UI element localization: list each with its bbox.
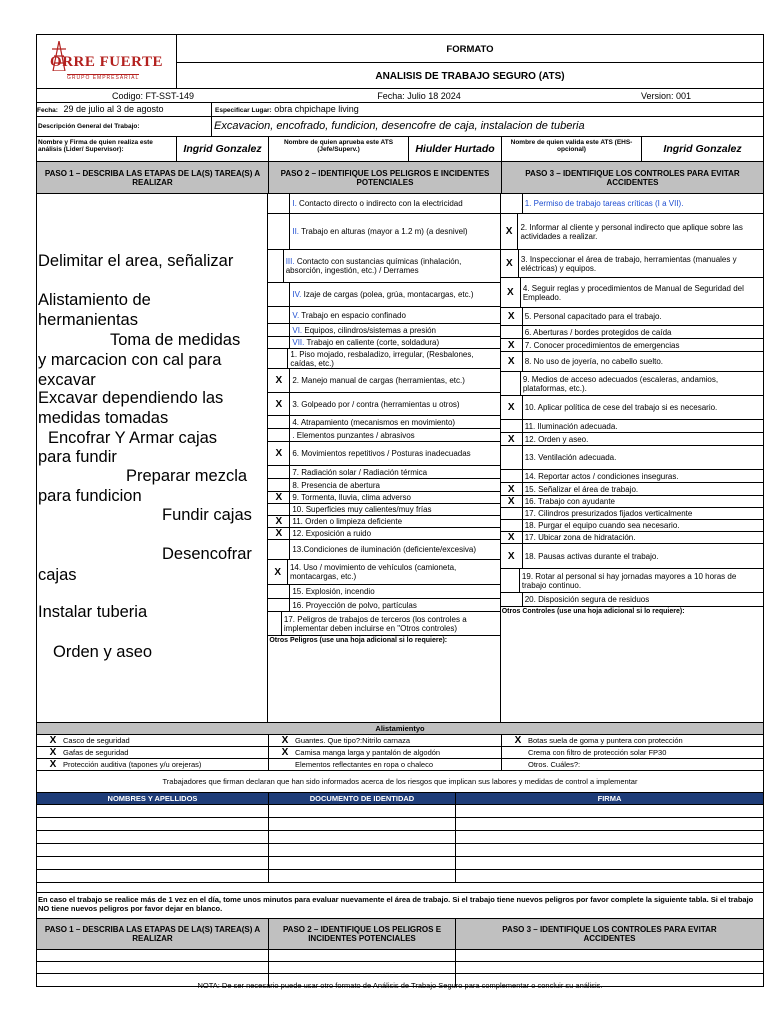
control-label: 20. Disposición segura de residuos	[524, 595, 650, 604]
hazard-text	[290, 468, 429, 477]
ppe-item	[502, 735, 763, 746]
alistamiento-title: Alistamientyo	[37, 723, 763, 735]
hazard-number: VII.	[292, 338, 305, 347]
task-item: Preparar mezcla	[126, 467, 248, 485]
control-label: 17. Ubicar zona de hidratación.	[524, 533, 636, 542]
hazard-text	[290, 481, 382, 490]
hazard-checkbox[interactable]: X	[268, 393, 290, 415]
signature-cell[interactable]	[37, 857, 269, 869]
control-item	[501, 470, 763, 483]
hazard-item	[268, 504, 499, 516]
hazard-item	[268, 393, 499, 416]
control-checkbox[interactable]: X	[501, 308, 523, 325]
task-list	[37, 194, 268, 722]
ppe-item	[37, 759, 269, 770]
form-header	[37, 35, 763, 89]
control-item	[501, 278, 763, 308]
hazard-text	[290, 505, 433, 514]
hazard-text	[290, 199, 464, 208]
hazard-text	[290, 326, 438, 335]
ppe-checkbox[interactable]: X	[281, 735, 289, 746]
alistamiento-row	[37, 735, 763, 747]
task-item: Toma de medidas	[110, 331, 241, 349]
task-item: Desencofrar	[162, 545, 252, 563]
hazard-text	[290, 311, 408, 320]
control-label: 17. Cilindros presurizados fijados verticalmente	[524, 509, 693, 518]
hazard-label: 2. Manejo manual de cargas (herramientas, etc.)	[292, 376, 465, 385]
control-label: 18. Purgar el equipo cuando sea necesario.	[524, 521, 680, 530]
hazard-text	[288, 563, 500, 581]
control-item	[501, 593, 763, 607]
control-checkbox[interactable]: X	[501, 544, 523, 568]
approver-value[interactable]: Hiulder Hurtado	[409, 137, 502, 161]
hazard-label: 9. Tormenta, lluvia, clima adverso	[292, 493, 411, 502]
signature-cell[interactable]	[269, 870, 456, 882]
ppe-item	[37, 747, 269, 758]
other-hazards-label: Otros Peligros (use una hoja adicional si lo requiere):	[269, 637, 448, 644]
responsibles-row	[37, 137, 763, 162]
spacer	[37, 883, 763, 893]
hazard-checkbox[interactable]	[268, 214, 290, 249]
hazard-text	[288, 350, 499, 368]
control-item	[501, 372, 763, 396]
hazard-checkbox[interactable]: X	[268, 528, 290, 539]
control-item	[501, 352, 763, 372]
hazard-label: Contacto con sustancias químicas (inhalación, absorción, ingestión, etc.) / Derrames	[285, 257, 462, 275]
hazard-checkbox[interactable]	[268, 504, 290, 515]
hazard-checkbox[interactable]	[268, 585, 290, 598]
hazard-label: 17. Peligros de trabajos de terceros (los controles a implementar deben incluirse en "Otros controles)	[283, 614, 467, 633]
signature-row[interactable]	[37, 831, 763, 844]
hazard-item	[268, 442, 499, 466]
hazard-item	[268, 429, 499, 442]
hazard-item	[268, 585, 499, 599]
ats-form	[36, 34, 764, 987]
control-item	[501, 508, 763, 520]
hazard-checkbox[interactable]	[268, 250, 283, 282]
control-item	[501, 433, 763, 446]
hazard-checkbox[interactable]	[268, 466, 290, 478]
doc-code: Codigo: FT-SST-149	[111, 91, 195, 101]
hazard-text	[290, 431, 416, 440]
control-checkbox[interactable]	[501, 420, 523, 432]
code-row	[37, 89, 763, 103]
hazard-item	[268, 612, 499, 636]
hazard-item	[268, 337, 499, 349]
hazard-text	[290, 493, 413, 502]
step2-header: PASO 2 – IDENTIFIQUE LOS PELIGROS E INCIDENTES POTENCIALES	[269, 162, 502, 193]
control-label: 19. Rotar al personal si hay jornadas mayores a 10 horas de trabajo continuo.	[521, 571, 737, 590]
signature-cell[interactable]	[456, 844, 763, 856]
hazard-label: 10. Superficies muy calientes/muy frías	[292, 505, 432, 514]
hazard-item	[268, 307, 499, 324]
ppe-label: Guantes. Que tipo?:Nitrilo carnaza	[295, 736, 411, 745]
hazard-item	[268, 416, 499, 429]
hazard-checkbox[interactable]	[268, 416, 290, 428]
hazard-checkbox[interactable]	[268, 283, 290, 306]
step1-header: PASO 1 – DESCRIBA LAS ETAPAS DE LA(S) TAREA(S) A REALIZAR	[37, 162, 269, 193]
signature-cell[interactable]	[456, 805, 763, 817]
hazard-item	[268, 516, 499, 528]
signature-cell[interactable]	[269, 831, 456, 843]
control-label: 8. No uso de joyería, no cabello suelto.	[524, 357, 664, 366]
hazard-text	[290, 290, 475, 299]
hazard-label: 13.Condiciones de iluminación (deficiente/excesiva)	[292, 545, 477, 554]
control-item	[501, 569, 763, 593]
signature-row[interactable]	[37, 870, 763, 883]
steps-body	[37, 194, 763, 723]
hazard-item	[268, 479, 499, 492]
date-place-row	[37, 103, 763, 117]
hazard-checkbox[interactable]	[268, 599, 290, 611]
hazard-label: 8. Presencia de abertura	[292, 480, 380, 490]
hazard-label: 15. Explosión, incendio	[292, 587, 375, 596]
hazard-checkbox[interactable]	[268, 324, 290, 336]
doc-title: ANALISIS DE TRABAJO SEGURO (ATS)	[177, 62, 763, 88]
signature-cell[interactable]	[37, 831, 269, 843]
hazard-label: . Elementos punzantes / abrasivos	[292, 430, 415, 440]
hazard-text	[290, 338, 441, 347]
step3-header: PASO 3 – IDENTIFIQUE LOS CONTROLES PARA EVITAR ACCIDENTES	[525, 168, 740, 187]
signature-cell[interactable]	[269, 805, 456, 817]
hazard-checkbox[interactable]	[268, 612, 282, 635]
hazard-number: I.	[292, 199, 297, 208]
control-label: 11. Iluminación adecuada.	[524, 421, 618, 431]
task-item: y marcacion con cal para excavar	[38, 351, 222, 389]
repeat-row[interactable]	[37, 950, 763, 962]
hazard-label: Trabajo en alturas (mayor a 1.2 m) (a desnivel)	[301, 227, 468, 236]
hazard-item	[268, 599, 499, 612]
steps-header-2	[37, 919, 763, 950]
ppe-label: Crema con filtro de protección solar FP30	[528, 748, 667, 757]
leader-value[interactable]: Ingrid Gonzalez	[177, 137, 269, 161]
control-checkbox[interactable]: X	[501, 339, 523, 351]
control-label: 9. Medios de acceso adecuados (escaleras, andamios, plataformas, etc.).	[522, 374, 719, 393]
ppe-label: Gafas de seguridad	[63, 748, 129, 757]
sign-col-signature: FIRMA	[597, 794, 622, 803]
hazard-item	[268, 369, 499, 393]
control-label: 14. Reportar actos / condiciones inseguras.	[524, 471, 679, 481]
hazard-label: 14. Uso / movimiento de vehículos (camioneta, montacargas, etc.)	[289, 563, 457, 581]
hazard-label: Contacto directo o indirecto con la electricidad	[299, 199, 463, 208]
step3-header-2: PASO 3 – IDENTIFIQUE LOS CONTROLES PARA EVITAR ACCIDENTES	[502, 925, 717, 943]
ppe-label: Protección auditiva (tapones y/u orejeras)	[63, 760, 202, 769]
leader-label: Nombre y Firma de quien realiza este análisis (Lider/ Supervisor):	[37, 137, 177, 161]
control-checkbox[interactable]: X	[501, 483, 523, 495]
sign-col-name: NOMBRES Y APELLIDOS	[37, 793, 269, 804]
ppe-checkbox[interactable]: X	[49, 735, 57, 746]
ppe-checkbox[interactable]: X	[281, 747, 289, 758]
step1-header-2: PASO 1 – DESCRIBA LAS ETAPAS DE LA(S) TAREA(S) A REALIZAR	[37, 919, 269, 949]
control-item	[501, 214, 763, 250]
approver-label: Nombre de quien aprueba este ATS (Jefe/Superv.)	[269, 137, 409, 161]
hazard-number: III.	[285, 257, 295, 266]
control-item	[501, 420, 763, 433]
hazard-text	[290, 529, 373, 538]
repeat-note: En caso el trabajo se realice más de 1 vez en el día, tome unos minutos para evaluar nuevamente el área de trabajo. Si el trabajo tiene nuevos peligros por favor complete la siguiente tabla. Si el trabajo NO tiene nuevos peligros por favor dejar en blanco.	[37, 893, 763, 919]
repeat-row[interactable]	[37, 962, 763, 974]
alistamiento-row	[37, 747, 763, 759]
hazard-checkbox[interactable]	[268, 307, 290, 323]
ppe-item	[37, 735, 269, 746]
signature-cell[interactable]	[37, 870, 269, 882]
task-item: para fundir	[38, 448, 117, 466]
hazard-checkbox[interactable]	[268, 429, 290, 441]
hazard-label: 1. Piso mojado, resbaladizo, irregular, (Resbalones, caídas, etc.)	[290, 349, 474, 368]
control-label: 2. Informar al cliente y personal indirecto que aplique sobre las actividades a realizar.	[520, 222, 743, 241]
control-checkbox[interactable]: X	[501, 214, 519, 249]
hazard-text	[284, 257, 500, 275]
control-checkbox[interactable]	[501, 593, 523, 606]
hazard-text	[282, 615, 500, 633]
control-label: 7. Conocer procedimientos de emergencias	[524, 340, 680, 350]
footer-note: NOTA: De ser necesario puede usar otro formato de Análisis de Trabajo Seguro para complementar o concluir su análisis.	[197, 981, 603, 990]
control-checkbox[interactable]	[501, 446, 523, 469]
control-checkbox[interactable]: X	[501, 433, 523, 445]
hazard-label: 12. Exposición a ruido	[292, 529, 372, 538]
hazard-item	[268, 283, 499, 307]
hazard-text	[290, 400, 461, 409]
signature-cell[interactable]	[269, 844, 456, 856]
control-checkbox[interactable]: X	[501, 396, 523, 419]
control-label: 16. Trabajo con ayudante	[524, 497, 616, 506]
signature-cell[interactable]	[456, 870, 763, 882]
hazard-label: Equipos, cilindros/sistemas a presión	[304, 325, 436, 335]
hazard-item	[268, 250, 499, 283]
ppe-item	[269, 759, 502, 770]
signature-cell[interactable]	[37, 818, 269, 830]
control-checkbox[interactable]: X	[501, 532, 523, 543]
validator-label: Nombre de quien valida este ATS (EHS-opcional)	[502, 137, 642, 161]
hazard-checkbox[interactable]: X	[268, 369, 290, 392]
sign-table-header	[37, 793, 763, 805]
task-item: Alistamiento de hermanientas	[38, 291, 151, 329]
doc-type: FORMATO	[446, 44, 494, 55]
hazard-item	[268, 349, 499, 369]
control-label: 1. Permiso de trabajo tareas críticas (I a VII).	[524, 199, 684, 208]
signature-row[interactable]	[37, 805, 763, 818]
signature-cell[interactable]	[37, 805, 269, 817]
hazard-checkbox[interactable]	[268, 337, 290, 348]
ppe-label: Otros. Cuáles?:	[528, 760, 581, 769]
control-checkbox[interactable]	[501, 569, 520, 592]
hazard-number: V.	[292, 310, 300, 320]
signature-row[interactable]	[37, 857, 763, 870]
doc-version: Version: 001	[640, 91, 692, 101]
ppe-label: Elementos reflectantes en ropa o chaleco	[295, 760, 433, 769]
control-label: 6. Aberturas / bordes protegidos de caída	[524, 327, 672, 337]
control-checkbox[interactable]	[501, 508, 523, 519]
ppe-checkbox[interactable]: X	[514, 735, 522, 746]
ppe-item	[502, 759, 763, 770]
sign-rows	[37, 805, 763, 883]
ppe-checkbox[interactable]: X	[49, 759, 57, 770]
task-item: Fundir cajas	[162, 506, 252, 524]
control-checkbox[interactable]	[501, 372, 521, 395]
hazard-text	[290, 601, 419, 610]
hazard-text	[290, 418, 457, 427]
control-item	[501, 194, 763, 214]
hazard-checkbox[interactable]: X	[268, 516, 290, 527]
hazard-item	[268, 466, 499, 479]
task-item: cajas	[38, 566, 77, 584]
place-label: Especificar Lugar:	[215, 107, 272, 114]
control-label: 4. Seguir reglas y procedimientos de Manual de Seguridad del Empleado.	[522, 283, 744, 302]
hazard-number: VI.	[292, 325, 303, 335]
control-item	[501, 446, 763, 470]
ppe-item	[269, 735, 502, 746]
steps-header	[37, 162, 763, 194]
control-checkbox[interactable]: X	[501, 278, 521, 307]
hazard-text	[290, 449, 472, 458]
hazard-text	[290, 376, 467, 385]
hazard-checkbox[interactable]	[268, 540, 290, 559]
control-label: 13. Ventilación adecuada.	[524, 453, 617, 462]
hazard-label: Trabajo en caliente (corte, soldadura)	[306, 338, 440, 347]
description-value[interactable]: Excavacion, encofrado, fundicion, desencofre de caja, instalacion de tuberia	[214, 120, 585, 132]
task-item: Orden y aseo	[53, 643, 153, 661]
control-label: 18. Pausas activas durante el trabajo.	[524, 551, 659, 561]
ppe-checkbox[interactable]: X	[49, 747, 57, 758]
control-item	[501, 326, 763, 339]
step2-header-2: PASO 2 – IDENTIFIQUE LOS PELIGROS E INCIDENTES POTENCIALES	[269, 919, 456, 949]
description-label: Descripción General del Trabajo:	[37, 117, 212, 136]
signature-cell[interactable]	[37, 844, 269, 856]
ppe-label: Camisa manga larga y pantalón de algodón	[295, 748, 441, 757]
control-item	[501, 396, 763, 420]
control-checkbox[interactable]: X	[501, 352, 523, 371]
task-item: Encofrar Y Armar cajas	[48, 429, 218, 447]
declaration-text: Trabajadores que firman declaran que han sido informados acerca de los riesgos que implican sus labores y medidas de control a implementar	[37, 771, 763, 793]
tower-icon	[49, 41, 69, 71]
control-checkbox[interactable]	[501, 326, 523, 338]
control-label: 3. Inspeccionar el área de trabajo, herramientas (manuales y eléctricas) y equipos.	[520, 254, 737, 273]
hazard-number: IV.	[292, 290, 302, 299]
hazard-checkbox[interactable]: X	[268, 492, 290, 503]
control-item	[501, 308, 763, 326]
hazard-checkbox[interactable]	[268, 194, 290, 213]
control-item	[501, 520, 763, 532]
hazard-item	[268, 214, 499, 250]
control-item	[501, 532, 763, 544]
hazard-label: 16. Proyección de polvo, partículas	[292, 600, 417, 610]
task-item: para fundicion	[38, 487, 142, 505]
control-item	[501, 496, 763, 508]
control-item	[501, 483, 763, 496]
control-checkbox[interactable]	[501, 520, 523, 531]
hazard-checkbox[interactable]: X	[268, 560, 288, 584]
hazard-label: 11. Orden o limpieza deficiente	[292, 517, 403, 526]
hazard-item	[268, 560, 499, 585]
hazard-label: 6. Movimientos repetitivos / Posturas inadecuadas	[292, 449, 471, 458]
hazard-text	[290, 517, 404, 526]
ppe-item	[502, 747, 763, 758]
hazard-label: 7. Radiación solar / Radiación térmica	[292, 467, 428, 477]
control-item	[501, 250, 763, 278]
ppe-label: Casco de seguridad	[63, 736, 130, 745]
description-row	[37, 117, 763, 137]
date-label: Fecha:	[37, 107, 58, 114]
control-list	[501, 194, 763, 722]
signature-cell[interactable]	[456, 857, 763, 869]
hazard-checkbox[interactable]: X	[268, 442, 290, 465]
hazard-list	[268, 194, 500, 722]
hazard-item	[268, 194, 499, 214]
hazard-item	[268, 324, 499, 337]
task-item: Delimitar el area, señalizar	[38, 252, 234, 270]
ppe-item	[269, 747, 502, 758]
hazard-label: Trabajo en espacio confinado	[301, 310, 406, 320]
hazard-item	[268, 492, 499, 504]
sign-col-id: DOCUMENTO DE IDENTIDAD	[269, 793, 456, 804]
signature-cell[interactable]	[269, 857, 456, 869]
hazard-label: Izaje de cargas (polea, grúa, montacargas, etc.)	[303, 290, 474, 299]
company-logo	[37, 35, 177, 89]
ppe-label: Botas suela de goma y puntera con protección	[528, 736, 683, 745]
hazard-text	[290, 227, 469, 236]
alistamiento-table	[37, 735, 763, 771]
signature-cell[interactable]	[456, 818, 763, 830]
logo-name: ORRE FUERTE	[50, 53, 163, 70]
hazard-text	[290, 587, 376, 596]
doc-date: Fecha: Julio 18 2024	[377, 91, 461, 101]
control-label: 12. Orden y aseo.	[524, 434, 589, 444]
hazard-item	[268, 528, 499, 540]
signature-cell[interactable]	[269, 818, 456, 830]
date-value[interactable]: 29 de julio al 3 de agosto	[63, 104, 164, 114]
control-checkbox[interactable]: X	[501, 496, 523, 507]
logo-subtitle: GRUPO EMPRESARIAL	[67, 75, 140, 81]
validator-value[interactable]: Ingrid Gonzalez	[663, 143, 742, 155]
place-value[interactable]: obra chpichape living	[274, 104, 359, 114]
control-label: 15. Señalizar el área de trabajo.	[524, 484, 639, 494]
signature-cell[interactable]	[456, 831, 763, 843]
hazard-label: 4. Atrapamiento (mecanismos en movimiento)	[292, 417, 456, 427]
alistamiento-row	[37, 759, 763, 771]
hazard-checkbox[interactable]	[268, 349, 288, 368]
control-checkbox[interactable]	[501, 470, 523, 482]
hazard-number: II.	[292, 227, 300, 236]
task-item: Instalar tuberia	[38, 603, 148, 621]
hazard-text	[290, 545, 478, 554]
hazard-item	[268, 540, 499, 560]
control-label: 5. Personal capacitado para el trabajo.	[524, 312, 662, 321]
control-item	[501, 544, 763, 569]
control-checkbox[interactable]: X	[501, 250, 519, 277]
other-controls-label: Otros Controles (use una hoja adicional si lo requiere):	[501, 608, 685, 615]
hazard-checkbox[interactable]	[268, 479, 290, 491]
control-label: 10. Aplicar política de cese del trabajo si es necesario.	[524, 403, 718, 412]
control-item	[501, 339, 763, 352]
task-item: Excavar dependiendo las medidas tomadas	[38, 389, 224, 427]
signature-row[interactable]	[37, 844, 763, 857]
signature-row[interactable]	[37, 818, 763, 831]
control-checkbox[interactable]	[501, 194, 523, 213]
hazard-label: 3. Golpeado por / contra (herramientas u otros)	[292, 399, 460, 409]
